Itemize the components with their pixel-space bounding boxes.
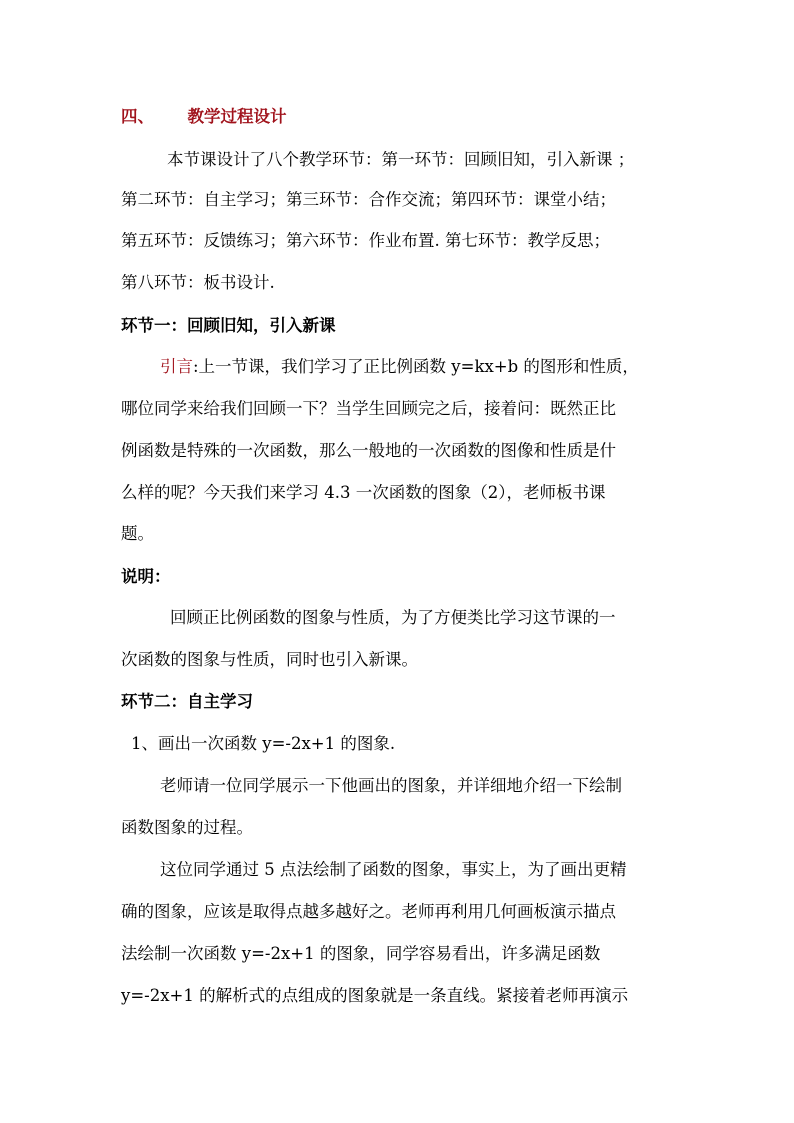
stage1-lead-line-1 — [160, 351, 794, 383]
stage2-p2-line-4: y=-2x+1 的解析式的点组成的图象就是一条直线。紧接着老师再演示 — [121, 986, 629, 1005]
stage2-p2-line-3: 法绘制一次函数 y=-2x+1 的图象，同学容易看出，许多满足函数 — [121, 944, 601, 963]
stage1-line-2: 哪位同学来给我们回顾一下？当学生回顾完之后，接着问：既然正比 — [121, 399, 616, 418]
intro-line-3: 第五环节：反馈练习；第六环节：作业布置. 第七环节：教学反思； — [121, 231, 610, 250]
stage1-line-4: 么样的呢？今天我们来学习 4.3 一次函数的图象（2），老师板书课 — [121, 483, 606, 502]
stage1-heading: 环节一：回顾旧知，引入新课 — [121, 316, 336, 335]
intro-line-1: 本节课设计了八个教学环节：第一环节：回顾旧知，引入新课 ； — [167, 150, 635, 169]
stage2-p1-line-2: 函数图象的过程。 — [121, 818, 253, 837]
intro-line-4: 第八环节：板书设计. — [121, 273, 275, 292]
section-title: 教学过程设计 — [187, 107, 287, 126]
stage1-line-5: 题。 — [121, 524, 154, 543]
stage2-p2-line-1: 这位同学通过 5 点法绘制了函数的图象，事实上，为了画出更精 — [160, 860, 627, 879]
note-line-2: 次函数的图象与性质，同时也引入新课。 — [121, 650, 418, 669]
section-number: 四、 — [121, 107, 154, 126]
note-line-1: 回顾正比例函数的图象与性质，为了方便类比学习这节课的一 — [170, 608, 616, 627]
stage2-heading: 环节二：自主学习 — [121, 692, 253, 711]
stage1-line-3: 例函数是特殊的一次函数，那么一般地的一次函数的图像和性质是什 — [121, 441, 616, 460]
stage2-p1-line-1: 老师请一位同学展示一下他画出的图象，并详细地介绍一下绘制 — [160, 776, 622, 795]
stage2-p2-line-2: 确的图象，应该是取得点越多越好之。老师再利用几何画板演示描点 — [121, 902, 616, 921]
lead-label: 引言 — [160, 357, 193, 376]
lead-text: :上一节课，我们学习了正比例函数 y=kx+b 的图形和性质， — [193, 357, 639, 376]
note-heading: 说明： — [121, 567, 171, 586]
section-heading — [121, 101, 794, 133]
stage2-item-1: 1、画出一次函数 y=-2x+1 的图象. — [131, 734, 396, 753]
intro-line-2: 第二环节：自主学习；第三环节：合作交流；第四环节：课堂小结； — [121, 190, 616, 209]
